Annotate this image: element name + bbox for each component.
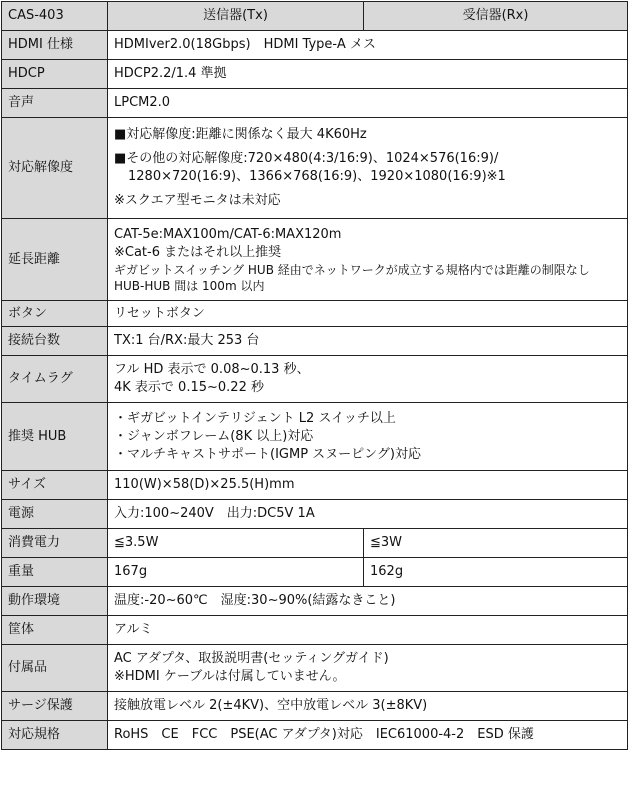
row-value-consumption-rx: ≦3W — [364, 529, 628, 558]
distance-line-4: HUB-HUB 間は 100m 以内 — [114, 278, 265, 293]
spec-table — [1, 1, 628, 750]
hub-line-3: ・マルチキャストサポート(IGMP スヌーピング)対応 — [114, 446, 421, 462]
table-row — [2, 616, 628, 645]
table-row — [2, 529, 628, 558]
resolution-line-2: ■その他の対応解像度:720×480(4:3/16:9)、1024×576(16:9)/ — [114, 151, 499, 166]
lag-line-1: フル HD 表示で 0.08~0.13 秒、 — [114, 362, 310, 377]
model-name: CAS-403 — [2, 2, 108, 31]
row-label-size: サイズ — [2, 471, 108, 500]
table-row — [2, 471, 628, 500]
row-label-hdcp: HDCP — [2, 60, 108, 89]
table-row — [2, 645, 628, 692]
row-value-power: 入力:100~240V 出力:DC5V 1A — [108, 500, 628, 529]
table-row — [2, 558, 628, 587]
row-value-resolution — [108, 118, 628, 219]
row-value-weight-rx: 162g — [364, 558, 628, 587]
row-label-audio: 音声 — [2, 89, 108, 118]
header-row — [2, 2, 628, 31]
tx-header: 送信器(Tx) — [108, 2, 364, 31]
row-label-environment: 動作環境 — [2, 587, 108, 616]
table-row — [2, 721, 628, 750]
row-value-hdcp: HDCP2.2/1.4 準拠 — [108, 60, 628, 89]
distance-line-3: ギガビットスイッチング HUB 経由でネットワークが成立する規格内では距離の制限なし — [114, 262, 590, 277]
lag-line-2: 4K 表示で 0.15~0.22 秒 — [114, 380, 264, 395]
row-value-accessories — [108, 645, 628, 692]
row-label-distance: 延長距離 — [2, 219, 108, 301]
table-row — [2, 356, 628, 403]
rx-header: 受信器(Rx) — [364, 2, 628, 31]
table-row — [2, 31, 628, 60]
row-label-button: ボタン — [2, 301, 108, 327]
resolution-line-1: ■対応解像度:距離に関係なく最大 4K60Hz — [114, 127, 367, 142]
row-value-standards: RoHS CE FCC PSE(AC アダプタ)対応 IEC61000-4-2 ESD 保護 — [108, 721, 628, 750]
row-label-hdmi: HDMI 仕様 — [2, 31, 108, 60]
row-value-case: アルミ — [108, 616, 628, 645]
resolution-line-3: 1280×720(16:9)、1366×768(16:9)、1920×1080(16:9)※1 — [128, 169, 506, 184]
row-value-environment: 温度:-20~60℃ 湿度:30~90%(結露なきこと) — [108, 587, 628, 616]
resolution-line-4: ※スクエア型モニタは未対応 — [114, 193, 281, 208]
row-value-hub — [108, 403, 628, 471]
table-row — [2, 692, 628, 721]
table-row — [2, 89, 628, 118]
row-label-weight: 重量 — [2, 558, 108, 587]
table-row — [2, 587, 628, 616]
row-label-surge: サージ保護 — [2, 692, 108, 721]
table-row — [2, 403, 628, 471]
hub-line-2: ・ジャンボフレーム(8K 以上)対応 — [114, 428, 314, 444]
row-value-surge: 接触放電レベル 2(±4KV)、空中放電レベル 3(±8KV) — [108, 692, 628, 721]
table-row — [2, 219, 628, 301]
row-value-hdmi: HDMIver2.0(18Gbps) HDMI Type-A メス — [108, 31, 628, 60]
table-row — [2, 301, 628, 327]
accessories-line-2: ※HDMI ケーブルは付属していません。 — [114, 669, 346, 684]
row-label-lag: タイムラグ — [2, 356, 108, 403]
row-label-consumption: 消費電力 — [2, 529, 108, 558]
row-label-accessories: 付属品 — [2, 645, 108, 692]
row-label-connections: 接続台数 — [2, 327, 108, 356]
row-label-hub: 推奨 HUB — [2, 403, 108, 471]
row-value-connections: TX:1 台/RX:最大 253 台 — [108, 327, 628, 356]
table-row — [2, 60, 628, 89]
table-row — [2, 327, 628, 356]
hub-line-1: ・ギガビットインテリジェント L2 スイッチ以上 — [114, 410, 396, 426]
row-value-audio: LPCM2.0 — [108, 89, 628, 118]
accessories-line-1: AC アダプタ、取扱説明書(セッティングガイド) — [114, 651, 389, 666]
row-value-lag — [108, 356, 628, 403]
row-value-consumption-tx: ≦3.5W — [108, 529, 364, 558]
row-label-standards: 対応規格 — [2, 721, 108, 750]
distance-line-1: CAT-5e:MAX100m/CAT-6:MAX120m — [114, 226, 342, 242]
row-value-button: リセットボタン — [108, 301, 628, 327]
table-row — [2, 118, 628, 219]
row-value-size: 110(W)×58(D)×25.5(H)mm — [108, 471, 628, 500]
row-label-power: 電源 — [2, 500, 108, 529]
row-value-distance — [108, 219, 628, 301]
distance-line-2: ※Cat-6 またはそれ以上推奨 — [114, 244, 282, 260]
table-row — [2, 500, 628, 529]
row-value-weight-tx: 167g — [108, 558, 364, 587]
row-label-resolution: 対応解像度 — [2, 118, 108, 219]
row-label-case: 筐体 — [2, 616, 108, 645]
